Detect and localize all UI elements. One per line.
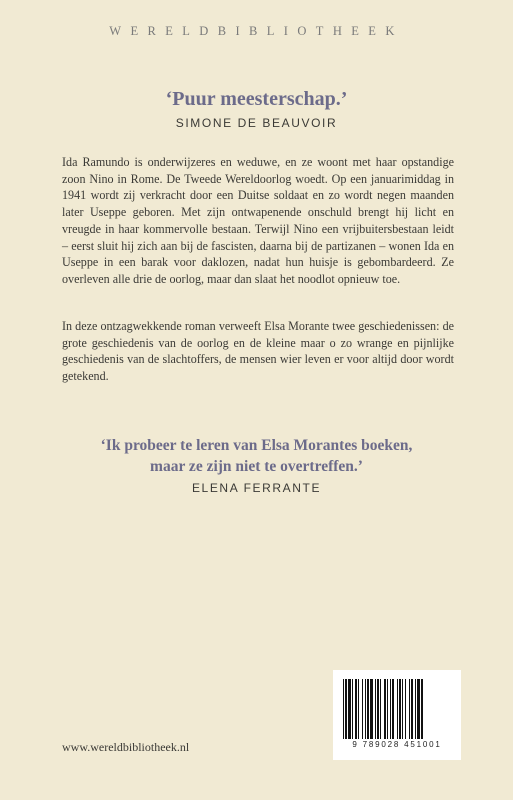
publisher-website: www.wereldbibliotheek.nl bbox=[62, 740, 190, 754]
quote-text: ‘Puur meesterschap.’ bbox=[165, 88, 348, 110]
quote-ferrante bbox=[0, 435, 513, 495]
publisher-header: WERELDBIBLIOTHEEK bbox=[109, 24, 404, 38]
barcode-bars-icon bbox=[343, 679, 451, 739]
quote-text-line-2: maar ze zijn niet te overtreffen.’ bbox=[150, 458, 363, 475]
quote-text-line-1: ‘Ik probeer te leren van Elsa Morantes boeken, bbox=[100, 437, 413, 454]
blurb-paragraph-2: In deze ontzagwekkende roman verweeft Elsa Morante twee geschiedenissen: de grote geschiedenis van de oorlog en de kleine maar o zo wrange en pijnlijke geschiedenis van de slachtoffers, de mensen wier leven er voor altijd door wordt getekend. bbox=[62, 319, 454, 384]
blurb-paragraph-1: Ida Ramundo is onderwijzeres en weduwe, en ze woont met haar opstandige zoon Nino in Rome. De Tweede Wereldoorlog woedt. Op een januarimiddag in 1941 wordt zij verkracht door een Duitse soldaat en zo wordt negen maanden later Useppe geboren. Met zijn ontwapenende onschuld brengt hij licht en vreugde in haar kommervolle bestaan. Terwijl Nino een vrijbuitersbestaan leidt – eerst sluit hij zich aan bij de fascisten, daarna bij de partizanen – wonen Ida en Useppe in een barak voor daklozen, nadat hun huisje is gebombardeerd. Ze overleven alle drie de oorlog, maar dan slaat het noodlot opnieuw toe. bbox=[62, 155, 454, 286]
quote-beauvoir bbox=[0, 88, 513, 130]
barcode-number: 9 789028 451001 bbox=[352, 740, 442, 749]
quote-author: SIMONE DE BEAUVOIR bbox=[175, 116, 338, 130]
quote-author: ELENA FERRANTE bbox=[191, 481, 322, 495]
barcode bbox=[333, 670, 461, 760]
